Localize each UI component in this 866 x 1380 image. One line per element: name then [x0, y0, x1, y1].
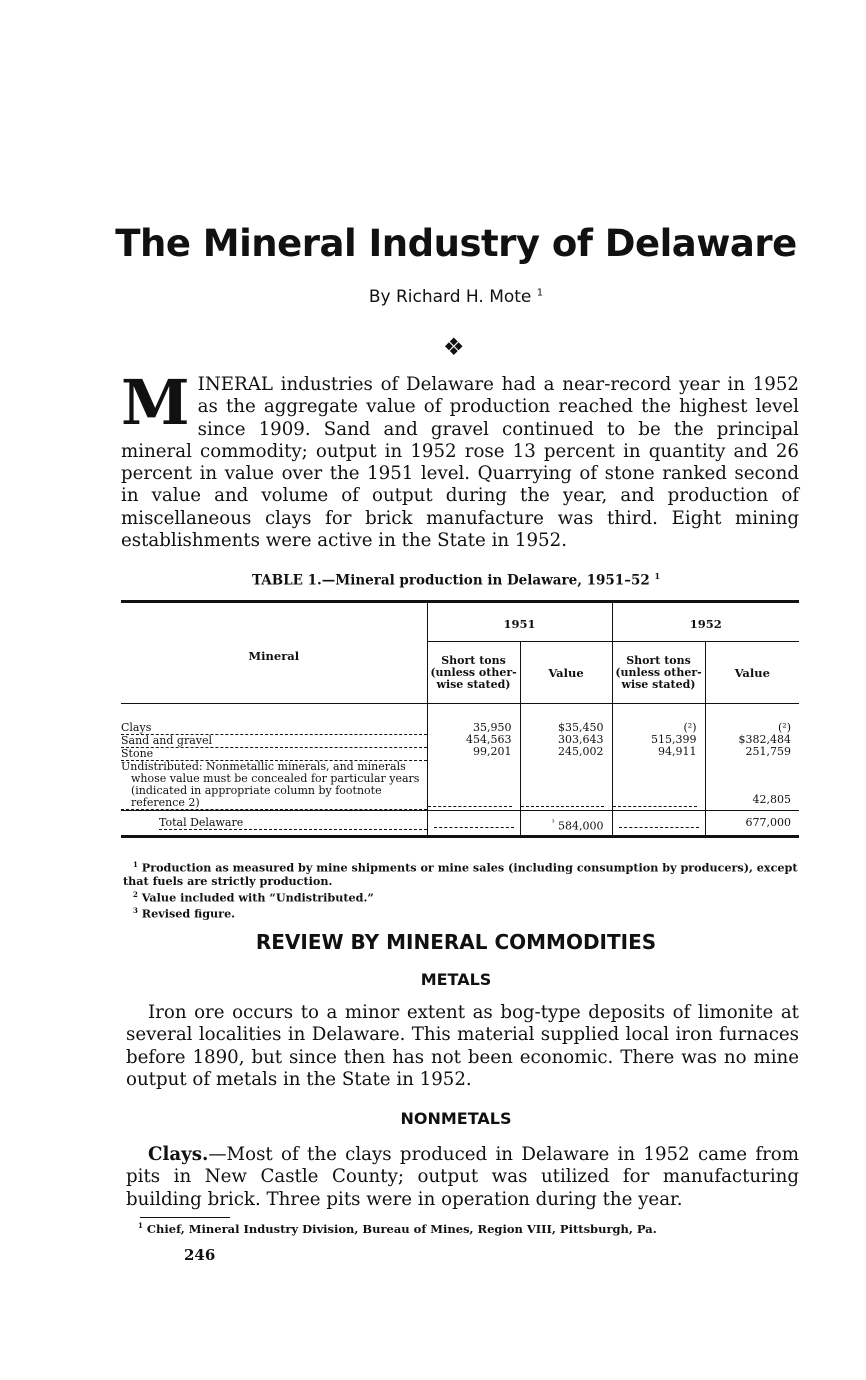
total-1951-value: 584,000 — [558, 819, 604, 833]
col-tons-1952 — [612, 704, 705, 811]
footnote-1 — [123, 858, 801, 888]
section-heading-nonmetals: NONMETALS — [400, 1109, 512, 1128]
cell-stone-tons-1951: 99,201 — [473, 745, 512, 758]
byline-text: By Richard H. Mote — [368, 287, 532, 307]
cell-sand-value-1952: $382,484 — [738, 733, 791, 746]
header-year-1951: 1951 — [427, 602, 612, 642]
header-value-1952: Value — [705, 642, 799, 704]
header-mineral: Mineral — [248, 649, 300, 663]
drop-cap: M — [121, 366, 190, 439]
footnote-divider — [140, 1217, 230, 1218]
author-footnote-marker: 1 — [138, 1221, 143, 1230]
cell-stone-tons-1952: 94,911 — [658, 745, 697, 758]
clays-lead: Clays. — [148, 1144, 209, 1165]
footnote-3-text: Revised figure. — [141, 907, 236, 922]
cell-sand-tons-1951: 454,563 — [466, 733, 512, 746]
cell-sand-value-1951: 303,643 — [558, 733, 604, 746]
header-year-1952: 1952 — [612, 602, 799, 642]
row-label-total — [121, 811, 427, 837]
header-value-1951: Value — [520, 642, 612, 704]
cell-stone-value-1951: 245,002 — [558, 745, 604, 758]
cell-undistributed-value-1952: 42,805 — [752, 793, 791, 806]
clays-paragraph — [126, 1144, 799, 1211]
row-label-stone: Stone — [121, 748, 427, 761]
intro-text: INERAL industries of Delaware had a near-record year in 1952 as the aggregate value of production reached the highest level since 1909. Sand and gravel continued to be the principal mineral commodity; output in 1952 rose 13 percent in quantity and 26 percent in value over the 1951 level. Quarrying of stone ranked second in value and volume of output during the year, and production of miscellaneous clays for brick manufacture was third. Eight mining establishments were active in the State in 1952. — [121, 374, 799, 552]
footnote-2 — [123, 888, 801, 905]
cell-total-value-1951 — [520, 811, 612, 837]
page-number: 246 — [184, 1246, 216, 1264]
col-tons-1951 — [427, 704, 520, 811]
section-heading-review: REVIEW BY MINERAL COMMODITIES — [255, 930, 657, 954]
total-label-text: Total Delaware — [159, 817, 427, 830]
cell-clays-tons-1951: 35,950 — [473, 721, 512, 734]
byline — [0, 287, 866, 307]
byline-footnote-marker: 1 — [536, 287, 544, 299]
cell-total-value-1952: 677,000 — [705, 811, 799, 837]
header-short-tons-1951: Short tons (unless other-wise stated) — [427, 642, 520, 704]
cell-clays-tons-1952: (²) — [683, 721, 697, 734]
section-heading-metals: METALS — [420, 970, 492, 989]
header-short-tons-1952: Short tons (unless other-wise stated) — [612, 642, 705, 704]
footnote-3 — [123, 904, 801, 921]
table-caption — [0, 571, 866, 589]
clays-text: —Most of the clays produced in Delaware in 1952 came from pits in New Castle County; output was utilized for manufacturing building brick. Three pits were in operation during the year. — [126, 1144, 799, 1210]
cell-clays-value-1951: $35,450 — [558, 721, 604, 734]
footnote-1-text: Production as measured by mine shipments or mine sales (including consumption by producers), except that fuels are strictly production. — [123, 860, 798, 888]
table-caption-marker: 1 — [654, 571, 661, 581]
row-label-sand-gravel: Sand and gravel — [121, 735, 427, 748]
footnote-3-marker: 3 — [133, 906, 138, 916]
footnote-1-marker: 1 — [133, 860, 138, 869]
col-value-1951 — [520, 704, 612, 811]
cell-sand-tons-1952: 515,399 — [651, 733, 697, 746]
footnote-2-text: Value included with “Undistributed.” — [141, 890, 374, 905]
table-footnotes — [123, 858, 801, 921]
cell-clays-value-1952: (²) — [778, 721, 791, 734]
cell-stone-value-1952: 251,759 — [745, 745, 791, 758]
row-label-clays: Clays — [121, 722, 427, 735]
col-value-1952 — [705, 704, 799, 811]
row-label-undistributed: Undistributed: Nonmetallic minerals, and minerals whose value must be concealed for particular years (indicated in appropriate column by footnote reference 2) — [121, 761, 427, 810]
metals-paragraph: Iron ore occurs to a minor extent as bog-type deposits of limonite at several localities in Delaware. This material supplied local iron furnaces before 1890, but since then has not been economic. There was no mine output of metals in the State in 1952. — [126, 1002, 799, 1090]
table-row — [121, 704, 427, 811]
footnote-2-marker: 2 — [133, 889, 138, 899]
page-title: The Mineral Industry of Delaware — [115, 222, 797, 265]
table-caption-text: TABLE 1.—Mineral production in Delaware, 1951–52 — [251, 572, 650, 589]
intro-paragraph — [121, 366, 799, 552]
author-footnote-text: Chief, Mineral Industry Division, Bureau of Mines, Region VIII, Pittsburgh, Pa. — [146, 1221, 657, 1236]
mineral-production-table — [121, 600, 799, 838]
total-1951-marker: ³ — [551, 819, 555, 827]
ornament-icon: ❖ — [443, 333, 465, 361]
author-footnote — [138, 1221, 657, 1236]
